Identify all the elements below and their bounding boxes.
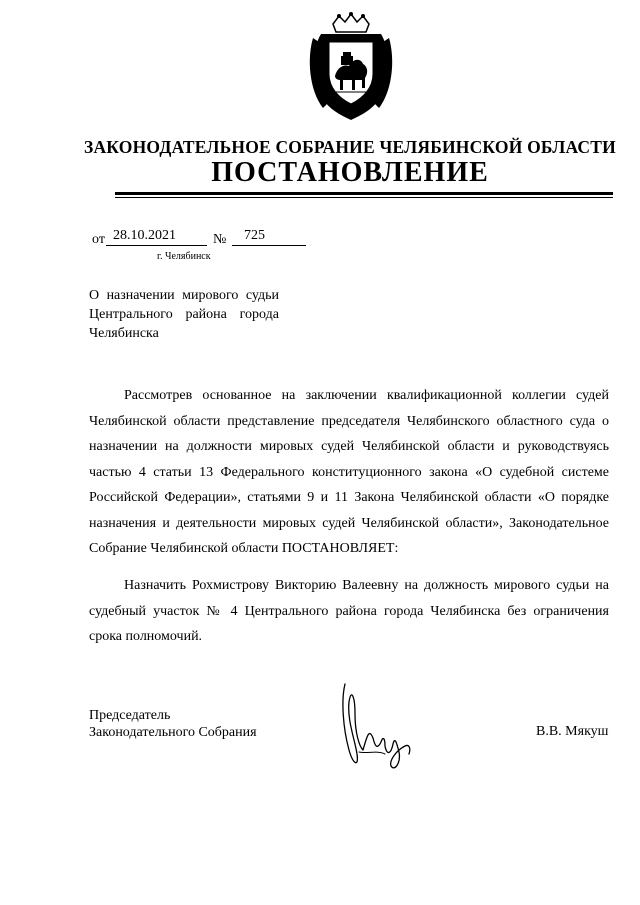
body-paragraph-1: Рассмотрев основанное на заключении квалификационной коллегии судей Челябинской области представление председателя Челябинского областного суда о назначении на должности мировых судей Челябинской области и руководствуясь частью 4 статьи 13 Федерального конституционного закона «О судебной системе Российской Федерации», статьями 9 и 11 Закона Челябинской области «О порядке назначения и деятельности мировых судей Челябинской области», Законодательное Собрание Челябинской области ПОСТАНОВЛЯЕТ:: [89, 388, 609, 556]
date-prefix-label: от: [92, 232, 105, 247]
signer-title-line-2: Законодательного Собрания: [89, 725, 257, 740]
coat-of-arms-icon: [303, 12, 399, 124]
number-underline: [232, 245, 306, 246]
city-label: г. Челябинск: [157, 251, 211, 262]
signer-title: [89, 707, 257, 741]
signer-name: В.В. Мякуш: [536, 724, 609, 739]
header-rule-thick: [115, 192, 613, 195]
number-label: №: [213, 232, 227, 247]
document-type-title: ПОСТАНОВЛЕНИЕ: [211, 157, 489, 188]
document-subject: О назначении мирового судьи Центрального района города Челябинска: [89, 288, 279, 341]
date-underline: [106, 245, 207, 246]
signature-icon: [333, 680, 419, 776]
assembly-name: ЗАКОНОДАТЕЛЬНОЕ СОБРАНИЕ ЧЕЛЯБИНСКОЙ ОБЛАСТИ: [84, 137, 616, 157]
signer-title-line-1: Председатель: [89, 708, 171, 723]
body-paragraph-2: Назначить Рохмистрову Викторию Валеевну на должность мирового судьи на судебный участок № 4 Центрального района города Челябинска без ограничения срока полномочий.: [89, 578, 609, 644]
document-date: 28.10.2021: [113, 228, 176, 243]
document-number: 725: [244, 228, 265, 243]
header-rule-thin: [115, 197, 613, 198]
